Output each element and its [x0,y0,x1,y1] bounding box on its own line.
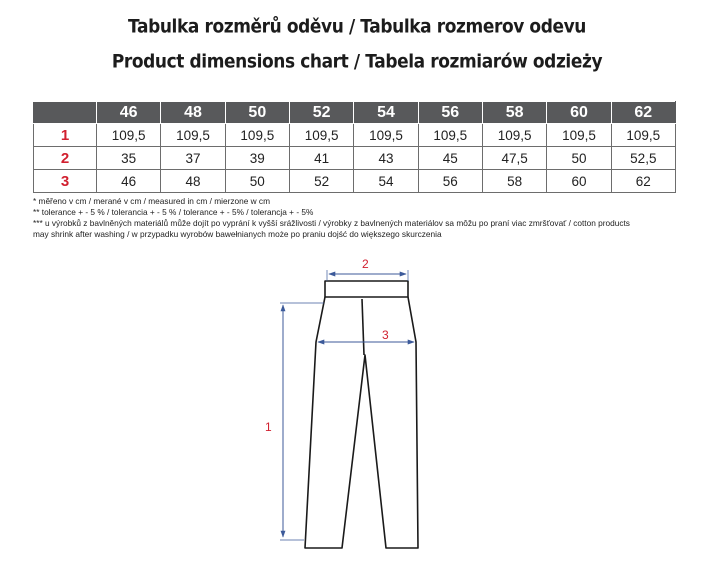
size-header-cell: 62 [611,102,675,124]
table-cell: 43 [354,147,418,170]
chart-title-line-1: Tabulka rozměrů oděvu / Tabulka rozmerov odevu [128,15,586,39]
table-cell: 109,5 [97,124,161,147]
table-cell: 109,5 [547,124,611,147]
waist-dimension [327,257,408,281]
size-header-cell: 50 [225,102,289,124]
note-tolerance: ** tolerance + - 5 % / tolerancia + - 5 % / tolerance + - 5% / tolerancja + - 5% [33,207,314,217]
fly-seam-shape [362,299,364,355]
table-cell: 50 [225,170,289,193]
table-cell: 45 [418,147,482,170]
table-cell: 56 [418,170,482,193]
waistband-shape [325,281,408,297]
table-cell: 52,5 [611,147,675,170]
hip-label: 3 [382,328,389,342]
table-cell: 109,5 [161,124,225,147]
table-cell: 60 [547,170,611,193]
table-cell: 58 [482,170,546,193]
size-header-cell: 60 [547,102,611,124]
table-cell: 52 [289,170,353,193]
row-label: 1 [34,124,97,147]
table-cell: 50 [547,147,611,170]
table-cell: 109,5 [611,124,675,147]
table-cell: 48 [161,170,225,193]
hip-dimension [318,328,414,342]
table-cell: 47,5 [482,147,546,170]
table-cell: 109,5 [482,124,546,147]
table-cell: 41 [289,147,353,170]
table-cell: 109,5 [354,124,418,147]
length-label: 1 [265,420,272,434]
size-header-cell: 46 [97,102,161,124]
size-header-cell: 48 [161,102,225,124]
table-cell: 37 [161,147,225,170]
size-header-cell: 52 [289,102,353,124]
note-measured: * měřeno v cm / merané v cm / measured in cm / mierzone w cm [33,196,270,206]
table-cell: 46 [97,170,161,193]
chart-title-line-2: Product dimensions chart / Tabela rozmiarów odzieży [111,50,603,74]
size-header-cell: 56 [418,102,482,124]
table-cell: 54 [354,170,418,193]
row-label: 2 [34,147,97,170]
table-cell: 109,5 [225,124,289,147]
table-cell: 62 [611,170,675,193]
table-cell: 35 [97,147,161,170]
row-label: 3 [34,170,97,193]
legs-shape [305,297,418,548]
length-dimension [265,303,324,540]
note-shrinkage-cont: may shrink after washing / w przypadku wyrobów bawełnianych może po praniu dojść do większego skurczenia [33,229,442,239]
table-cell: 39 [225,147,289,170]
table-cell: 109,5 [289,124,353,147]
table-cell: 109,5 [418,124,482,147]
waist-label: 2 [362,257,369,271]
note-shrinkage: *** u výrobků z bavlněných materiálů může dojít po vyprání k vyšší srážlivosti / výrobky z bavlnených materiálov sa môžu po praní viac zmršťovať / cotton products [33,218,630,228]
size-header-cell: 54 [354,102,418,124]
size-header-cell: 58 [482,102,546,124]
trousers-outline [305,281,418,548]
